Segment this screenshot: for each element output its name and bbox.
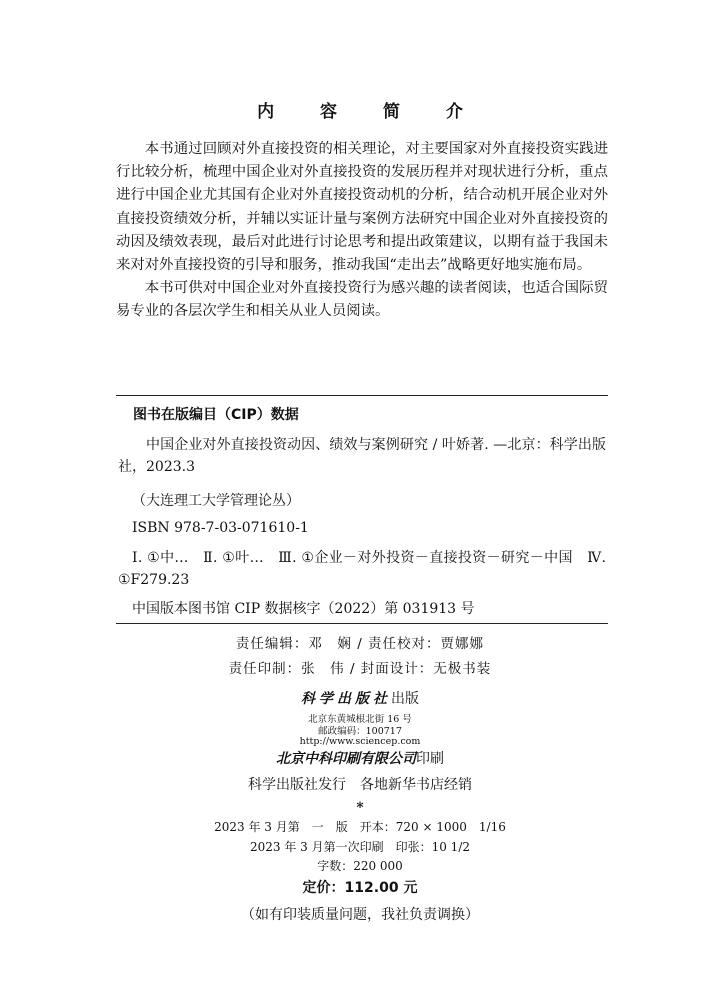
cip-bottom-rule: [116, 623, 608, 624]
publisher-name: 科学出版社: [301, 691, 391, 707]
cip-heading: 图书在版编目（CIP）数据: [133, 407, 299, 423]
printer-line: [0, 748, 720, 768]
distribution-line: 科学出版社发行 各地新华书店经销: [248, 777, 472, 793]
edition-line-2: 2023 年 3 月第一次印刷 印张：10 1/2: [249, 840, 470, 854]
page-title: 内 容 简 介: [257, 102, 483, 122]
cip-classification-line: Ⅰ. ①中… Ⅱ. ①叶… Ⅲ. ①企业－对外投资－直接投资－研究－中国 Ⅳ. ①F279.23: [118, 550, 606, 588]
publisher-line: [0, 688, 720, 708]
cip-record-number: 中国版本图书馆 CIP 数据核字（2022）第 031913 号: [132, 601, 475, 617]
cip-isbn-line: ISBN 978-7-03-071610-1: [132, 520, 309, 536]
publisher-suffix: 出版: [391, 691, 419, 707]
printer-suffix: 印刷: [416, 751, 444, 767]
word-count: 字数：220 000: [317, 859, 403, 873]
cip-top-rule: [116, 395, 608, 396]
intro-paragraph-2: 本书可供对中国企业对外直接投资行为感兴趣的读者阅读，也适合国际贸易专业的各层次学生和相关从业人员阅读。: [116, 280, 608, 320]
separator-star: *: [356, 800, 364, 816]
edition-line-1: 2023 年 3 月第 一 版 开本：720 × 1000 1/16: [214, 820, 506, 834]
credits-production: 责任印制：张 伟 / 封面设计：无极书装: [228, 661, 492, 677]
price: 定价：112.00 元: [302, 880, 418, 896]
cip-title-line: 中国企业对外直接投资动因、绩效与案例研究 / 叶娇著. —北京：科学出版社，2023.3: [118, 437, 606, 475]
publisher-address: 北京东黄城根北街 16 号: [308, 714, 412, 725]
printer-name: 北京中科印刷有限公司: [276, 751, 416, 767]
book-introduction: [116, 138, 608, 324]
publisher-website: http://www.sciencep.com: [299, 736, 421, 747]
intro-paragraph-1: 本书通过回顾对外直接投资的相关理论，对主要国家对外直接投资实践进行比较分析，梳理中国企业对外直接投资的发展历程并对现状进行分析，重点进行中国企业尤其国有企业对外直接投资动机的分析，结合动机开展企业对外直接投资绩效分析，并辅以实证计量与案例方法研究中国企业对外直接投资的动因及绩效表现，最后对此进行讨论思考和提出政策建议，以期有益于我国未来对对外直接投资的引导和服务，推动我国“走出去”战略更好地实施布局。: [116, 141, 608, 274]
quality-note: （如有印装质量问题，我社负责调换）: [241, 907, 479, 923]
cip-series-line: （大连理工大学管理论丛）: [132, 493, 300, 509]
credits-editors: 责任编辑：邓 娴 / 责任校对：贾娜娜: [235, 636, 485, 652]
publisher-postcode: 邮政编码：100717: [318, 726, 402, 737]
